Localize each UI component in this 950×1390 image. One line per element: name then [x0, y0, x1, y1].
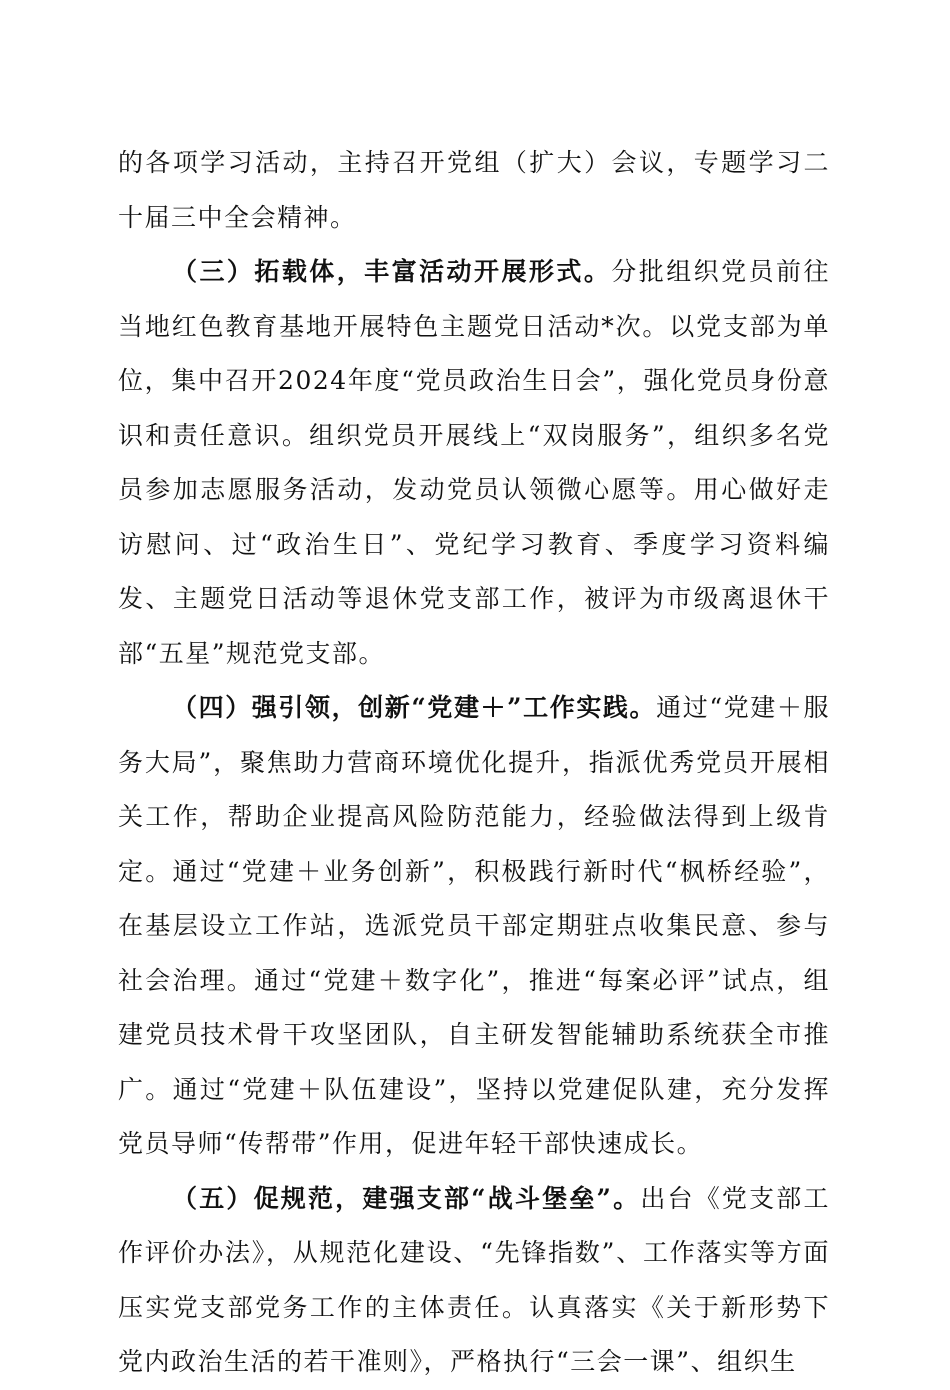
section-heading: （三）拓载体，丰富活动开展形式。	[172, 257, 612, 286]
paragraph-body: 的各项学习活动，主持召开党组（扩大）会议，专题学习二十届三中全会精神。	[118, 148, 830, 232]
paragraph-body: 通过“党建＋服务大局”，聚焦助力营商环境优化提升，指派优秀党员开展相关工作，帮助企业提高风险防范能力，经验做法得到上级肯定。通过“党建＋业务创新”，积极践行新时代“枫桥经验”，在基层设立工作站，选派党员干部定期驻点收集民意、参与社会治理。通过“党建＋数字化”，推进“每案必评”试点，组建党员技术骨干攻坚团队，自主研发智能辅助系统获全市推广。通过“党建＋队伍建设”，坚持以党建促队建，充分发挥党员导师“传帮带”作用，促进年轻干部快速成长。	[118, 693, 830, 1158]
paragraph-section-3	[118, 245, 830, 681]
paragraph-body: 分批组织党员前往当地红色教育基地开展特色主题党日活动*次。以党支部为单位，集中召开2024年度“党员政治生日会”，强化党员身份意识和责任意识。组织党员开展线上“双岗服务”，组织多名党员参加志愿服务活动，发动党员认领微心愿等。用心做好走访慰问、过“政治生日”、党纪学习教育、季度学习资料编发、主题党日活动等退休党支部工作，被评为市级离退休干部“五星”规范党支部。	[118, 257, 830, 668]
paragraph-continued	[118, 136, 830, 245]
document-body	[118, 136, 830, 1390]
paragraph-body: 出台《党支部工作评价办法》，从规范化建设、“先锋指数”、工作落实等方面压实党支部党务工作的主体责任。认真落实《关于新形势下党内政治生活的若干准则》，严格执行“三会一课”、组织生	[118, 1183, 830, 1376]
paragraph-section-5	[118, 1172, 830, 1390]
paragraph-section-4	[118, 681, 830, 1172]
section-heading: （四）强引领，创新“党建＋”工作实践。	[172, 693, 657, 722]
section-heading: （五）促规范，建强支部“战斗堡垒”。	[172, 1183, 641, 1213]
